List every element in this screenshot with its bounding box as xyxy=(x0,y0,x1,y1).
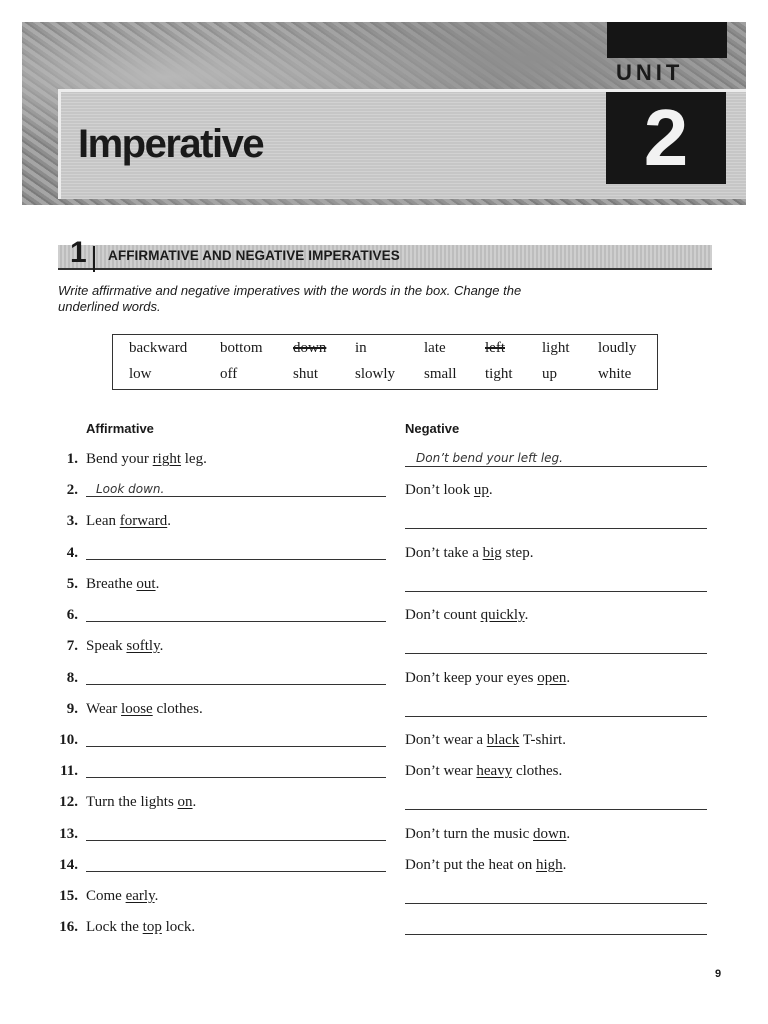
item-number: 10. xyxy=(59,732,78,748)
item-number: 3. xyxy=(66,513,78,529)
negative-answer: Don’t bend your left leg. xyxy=(416,451,563,465)
negative-answer-line[interactable] xyxy=(405,934,707,935)
item-number: 16. xyxy=(59,919,78,935)
affirmative-answer-line[interactable] xyxy=(86,621,386,622)
word-box-word: slowly xyxy=(355,366,396,382)
affirmative-answer-line[interactable] xyxy=(86,871,386,872)
word-box-word-crossed: left xyxy=(485,340,505,356)
affirmative-answer: Look down. xyxy=(96,482,165,496)
word-box-word: late xyxy=(424,340,446,356)
word-box-word: up xyxy=(542,366,557,382)
negative-heading: Negative xyxy=(405,421,460,436)
item-number: 9. xyxy=(66,701,78,717)
affirmative-answer-line[interactable] xyxy=(86,777,386,778)
word-box-word: low xyxy=(129,366,152,382)
unit-tab xyxy=(607,22,727,58)
unit-number: 2 xyxy=(606,92,726,184)
unit-label: UNIT xyxy=(616,60,684,85)
page-title: Imperative xyxy=(78,122,264,166)
affirmative-answer-line[interactable] xyxy=(86,840,386,841)
negative-answer-line[interactable] xyxy=(405,466,707,467)
item-number: 8. xyxy=(66,670,78,686)
item-number: 4. xyxy=(66,545,78,561)
item-number: 7. xyxy=(66,638,78,654)
word-box-word: tight xyxy=(485,366,513,382)
affirmative-sentence: Wear loose clothes. xyxy=(86,701,203,717)
item-number: 12. xyxy=(59,794,78,810)
negative-sentence: Don’t keep your eyes open. xyxy=(405,670,571,686)
word-box-word: light xyxy=(542,340,570,356)
instructions: Write affirmative and negative imperatives with the words in the box. Change the underlined words. xyxy=(58,283,522,314)
word-box-word-crossed: down xyxy=(293,340,327,356)
negative-sentence: Don’t take a big step. xyxy=(405,545,534,561)
item-number: 1. xyxy=(66,451,78,467)
negative-answer-line[interactable] xyxy=(405,716,707,717)
item-number: 13. xyxy=(59,826,78,842)
page-number: 9 xyxy=(715,968,722,980)
item-number: 6. xyxy=(66,607,78,623)
negative-answer-line[interactable] xyxy=(405,528,707,529)
item-number: 14. xyxy=(59,857,78,873)
affirmative-sentence: Bend your right leg. xyxy=(86,451,207,467)
affirmative-answer-line[interactable] xyxy=(86,746,386,747)
negative-sentence: Don’t turn the music down. xyxy=(405,826,571,842)
word-box-word: backward xyxy=(129,340,188,356)
negative-sentence: Don’t look up. xyxy=(405,482,493,498)
word-box-word: in xyxy=(355,340,367,356)
affirmative-sentence: Speak softly. xyxy=(86,638,164,654)
word-box-word: shut xyxy=(293,366,319,382)
affirmative-sentence: Lock the top lock. xyxy=(86,919,196,935)
section-number: 1 xyxy=(70,236,87,269)
word-box-word: loudly xyxy=(598,340,637,356)
word-box-word: white xyxy=(598,366,632,382)
affirmative-heading: Affirmative xyxy=(86,421,154,436)
affirmative-answer-line[interactable] xyxy=(86,559,386,560)
word-box-word: bottom xyxy=(220,340,263,356)
negative-answer-line[interactable] xyxy=(405,653,707,654)
affirmative-answer-line[interactable] xyxy=(86,684,386,685)
negative-sentence: Don’t wear a black T-shirt. xyxy=(405,732,566,748)
negative-answer-line[interactable] xyxy=(405,591,707,592)
negative-answer-line[interactable] xyxy=(405,903,707,904)
affirmative-answer-line[interactable] xyxy=(86,496,386,497)
word-box-word: off xyxy=(220,366,238,382)
negative-sentence: Don’t count quickly. xyxy=(405,607,529,623)
section-divider xyxy=(93,246,95,272)
affirmative-sentence: Breathe out. xyxy=(86,576,160,592)
item-number: 5. xyxy=(66,576,78,592)
affirmative-sentence: Turn the lights on. xyxy=(86,794,197,810)
negative-answer-line[interactable] xyxy=(405,809,707,810)
negative-sentence: Don’t put the heat on high. xyxy=(405,857,567,873)
item-number: 11. xyxy=(60,763,78,779)
item-number: 2. xyxy=(66,482,78,498)
affirmative-sentence: Lean forward. xyxy=(86,513,171,529)
section-title: AFFIRMATIVE AND NEGATIVE IMPERATIVES xyxy=(108,248,400,263)
item-number: 15. xyxy=(59,888,78,904)
negative-sentence: Don’t wear heavy clothes. xyxy=(405,763,563,779)
affirmative-sentence: Come early. xyxy=(86,888,159,904)
word-box-word: small xyxy=(424,366,457,382)
